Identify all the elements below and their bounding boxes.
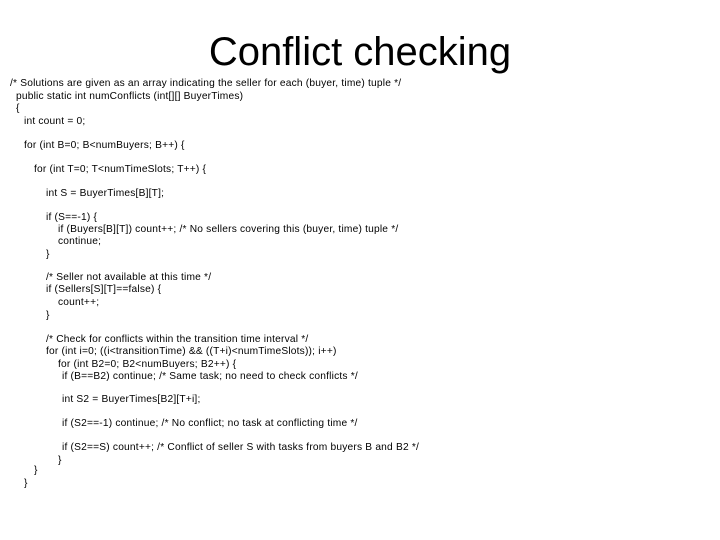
code-line: count++; bbox=[58, 297, 100, 308]
code-line: for (int B2=0; B2<numBuyers; B2++) { bbox=[58, 359, 237, 370]
code-line: } bbox=[58, 455, 62, 466]
code-line: public static int numConflicts (int[][] BuyerTimes) bbox=[16, 91, 244, 102]
code-line: } bbox=[46, 310, 50, 321]
code-line: if (Sellers[S][T]==false) { bbox=[46, 284, 162, 295]
code-line: } bbox=[34, 465, 38, 476]
code-line: int count = 0; bbox=[24, 116, 86, 127]
code-line: if (B==B2) continue; /* Same task; no need to check conflicts */ bbox=[62, 371, 358, 382]
code-line: for (int i=0; ((i<transitionTime) && ((T+i)<numTimeSlots)); i++) bbox=[46, 346, 337, 357]
code-line: /* Seller not available at this time */ bbox=[46, 272, 212, 283]
code-line: if (S2==-1) continue; /* No conflict; no task at conflicting time */ bbox=[62, 418, 358, 429]
slide-title: Conflict checking bbox=[208, 30, 512, 74]
code-line: } bbox=[24, 478, 28, 489]
code-line: { bbox=[16, 103, 20, 114]
code-line: int S = BuyerTimes[B][T]; bbox=[46, 188, 165, 199]
code-line: } bbox=[46, 249, 50, 260]
code-line: if (Buyers[B][T]) count++; /* No sellers covering this (buyer, time) tuple */ bbox=[58, 224, 399, 235]
code-line: if (S2==S) count++; /* Conflict of seller S with tasks from buyers B and B2 */ bbox=[62, 442, 420, 453]
code-line: if (S==-1) { bbox=[46, 212, 98, 223]
code-line: for (int T=0; T<numTimeSlots; T++) { bbox=[34, 164, 207, 175]
code-line: continue; bbox=[58, 236, 102, 247]
code-line: /* Check for conflicts within the transition time interval */ bbox=[46, 334, 309, 345]
code-line: int S2 = BuyerTimes[B2][T+i]; bbox=[62, 394, 201, 405]
code-line: for (int B=0; B<numBuyers; B++) { bbox=[24, 140, 185, 151]
code-line: /* Solutions are given as an array indicating the seller for each (buyer, time) tuple */ bbox=[10, 78, 402, 89]
